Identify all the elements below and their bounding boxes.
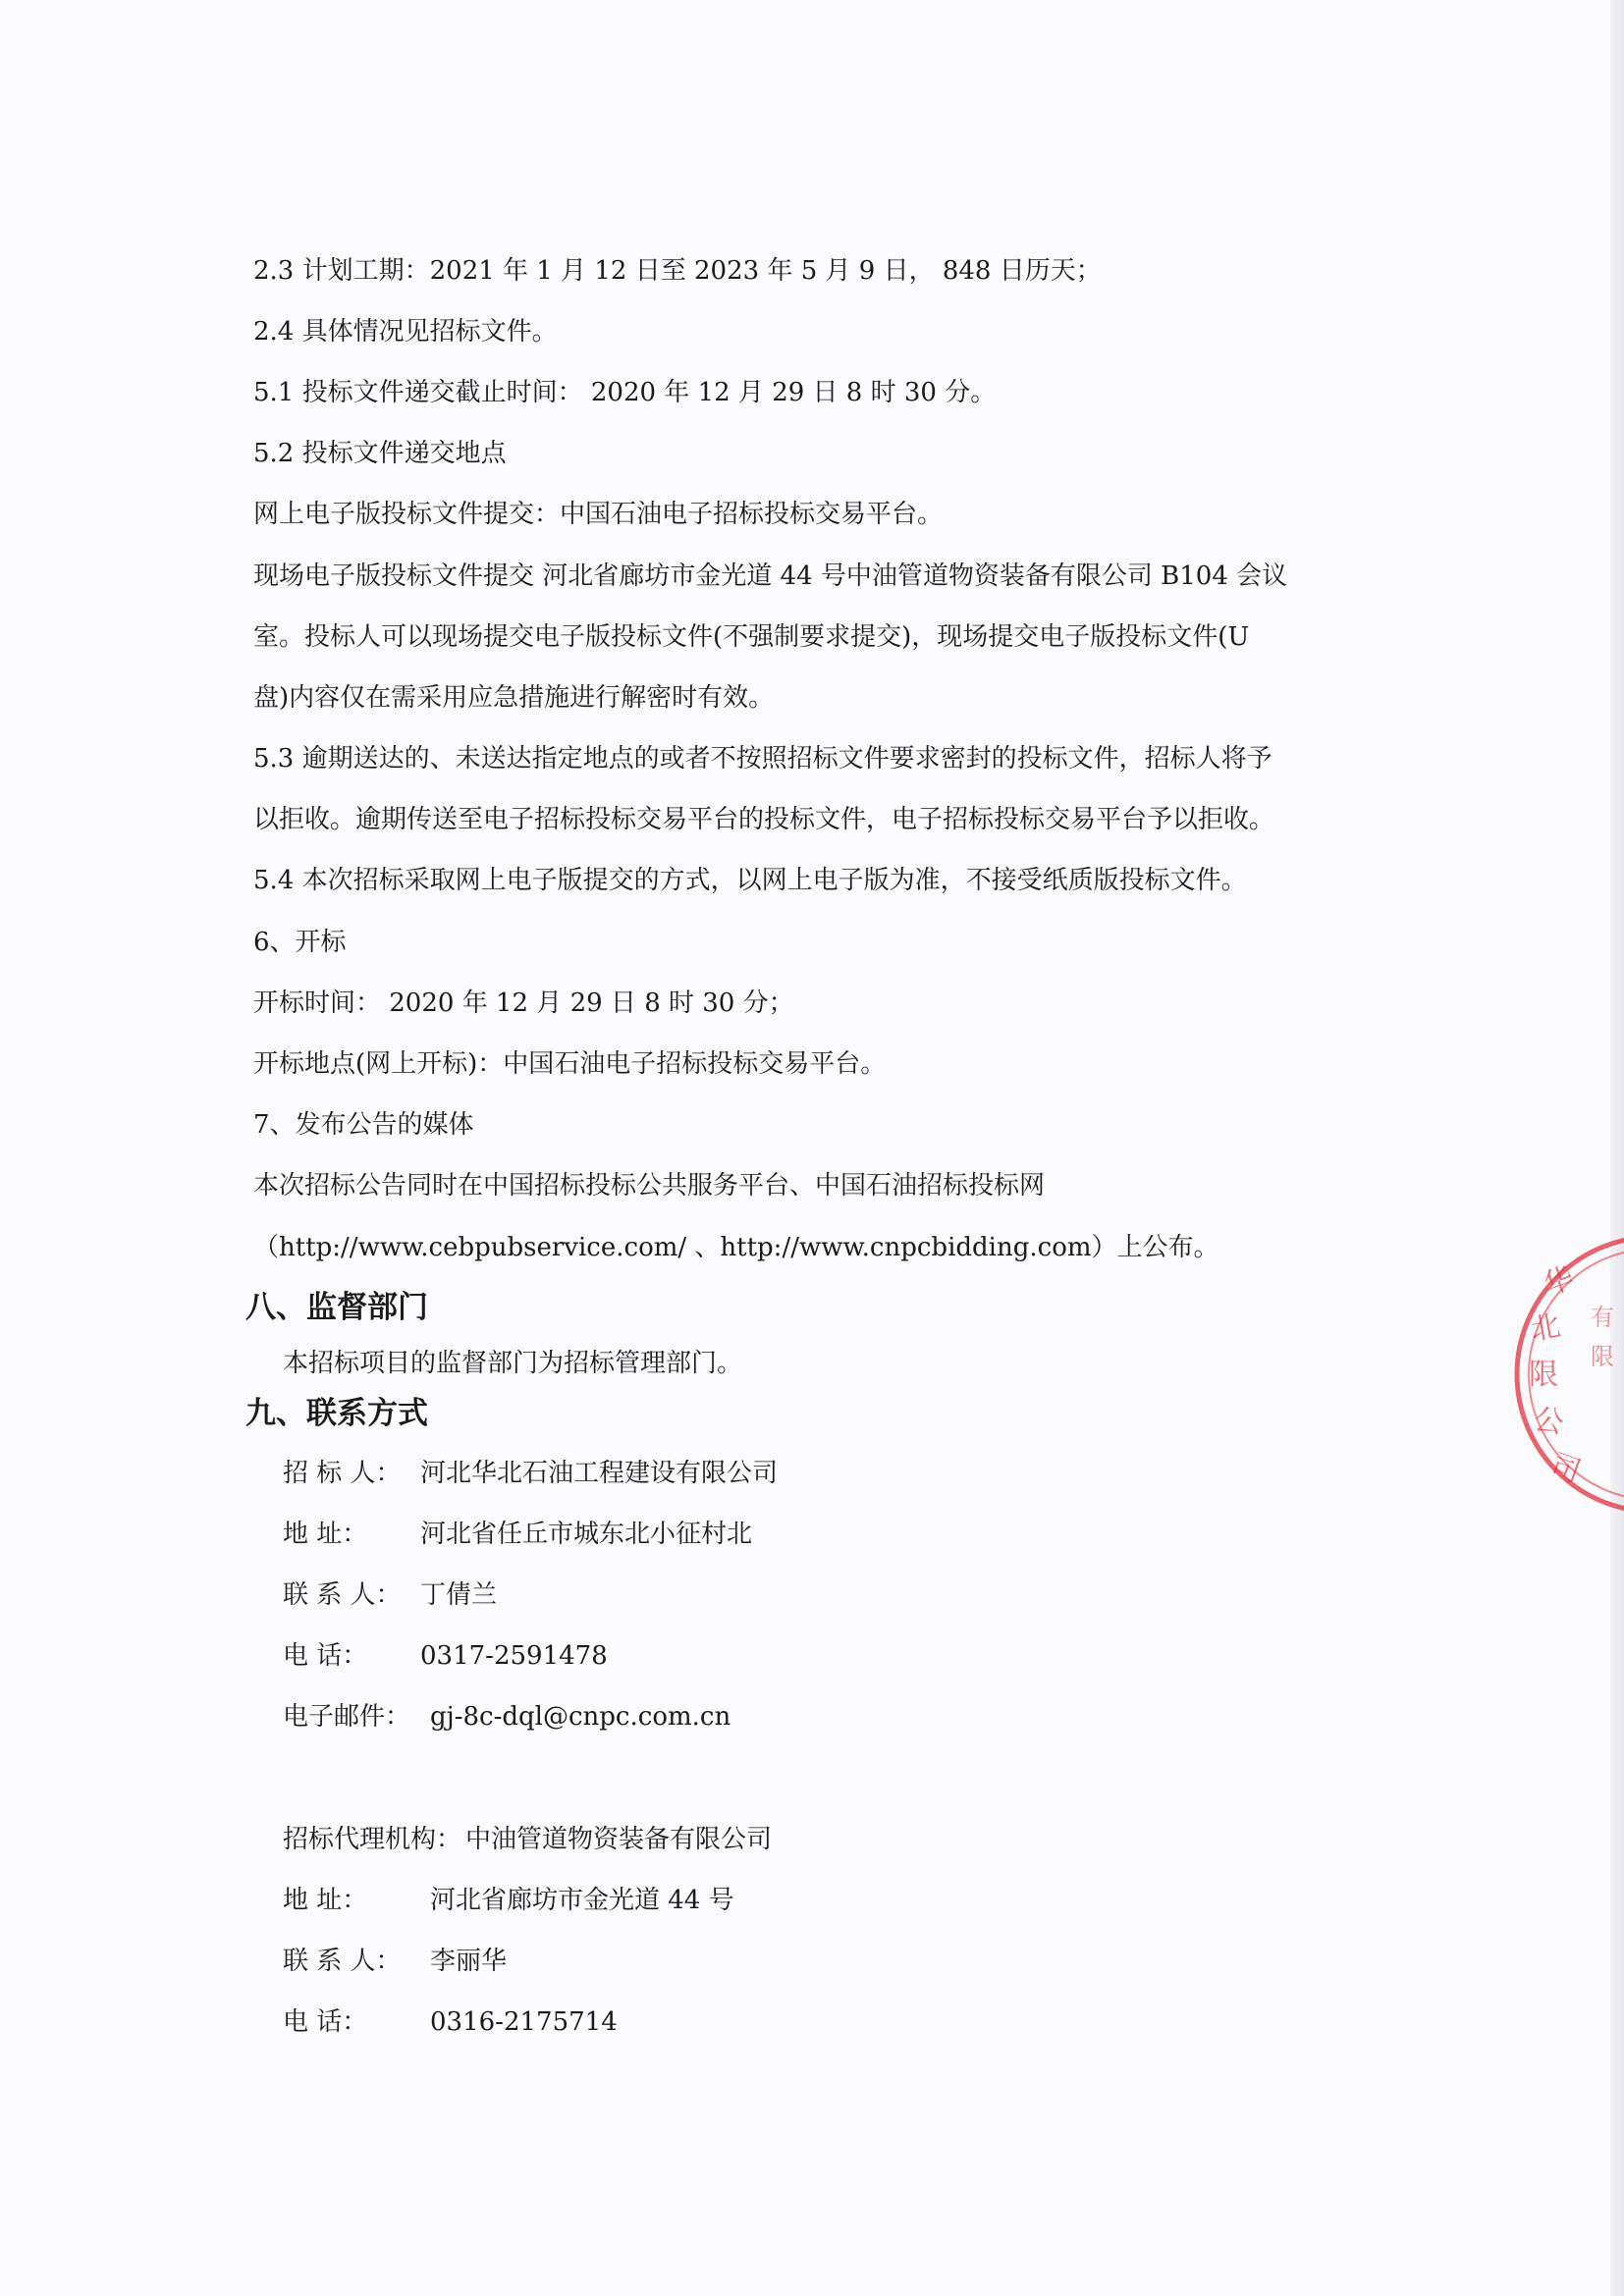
text-line: 2.4 具体情况见招标文件。 [253,317,558,347]
tenderer-address-row [283,1518,752,1551]
agency-address-row [283,1884,734,1917]
text-line: 现场电子版投标文件提交 河北省廊坊市金光道 44 号中油管道物资装备有限公司 B104 会议 [253,561,1288,591]
agency-name-row [283,1823,772,1856]
field-label: 电子邮件： [283,1702,411,1732]
field-label: 电 话： [283,2007,368,2037]
tenderer-name-row [283,1457,778,1490]
field-value: 李丽华 [430,1947,508,1976]
text-line: 开标时间： 2020 年 12 月 29 日 8 时 30 分； [253,988,794,1018]
text-line: 室。投标人可以现场提交电子版投标文件(不强制要求提交)，现场提交电子版投标文件(U [253,622,1250,652]
field-value: 河北省任丘市城东北小征村北 [420,1520,753,1549]
text-line: 2.3 计划工期：2021 年 1 月 12 日至 2023 年 5 月 9 日， 848 日历天； [253,256,1102,286]
field-label: 地 址： [283,1886,368,1915]
text-line: 5.2 投标文件递交地点 [253,439,507,468]
svg-text:司: 司 [1545,1447,1586,1490]
field-value: 河北省廊坊市金光道 44 号 [430,1886,734,1915]
field-value: 河北华北石油工程建设有限公司 [420,1459,779,1488]
text-line: 网上电子版投标文件提交：中国石油电子招标投标交易平台。 [253,500,944,529]
seal-icon [1507,1217,1624,1531]
field-value: 中油管道物资装备有限公司 [465,1825,773,1854]
svg-text:北: 北 [1528,1308,1563,1348]
svg-text:限: 限 [1529,1358,1558,1392]
svg-text:公: 公 [1531,1402,1567,1442]
field-value: 丁倩兰 [420,1580,498,1610]
svg-text:有: 有 [1591,1304,1614,1331]
company-seal-stamp [1507,1217,1624,1531]
tenderer-contact-row [283,1578,497,1612]
text-line: 5.4 本次招标采取网上电子版提交的方式，以网上电子版为准，不接受纸质版投标文件。 [253,866,1247,895]
text-line: （http://www.cebpubservice.com/ 、http://www.cnpcbidding.com）上公布。 [253,1233,1219,1262]
agency-phone-row [283,2005,618,2039]
tenderer-phone-row [283,1639,608,1673]
text-line: 7、发布公告的媒体 [253,1110,474,1140]
text-line: 本次招标公告同时在中国招标投标公共服务平台、中国石油招标投标网 [253,1171,1046,1201]
field-label: 联 系 人： [283,1947,402,1976]
field-label: 地 址： [283,1520,368,1549]
scan-edge [1610,0,1624,2296]
text-line: 5.1 投标文件递交截止时间： 2020 年 12 月 29 日 8 时 30 分。 [253,378,997,407]
field-label: 招 标 人： [283,1459,402,1488]
svg-text:华: 华 [1539,1260,1579,1304]
section-heading-contact: 九、联系方式 [245,1396,428,1431]
tenderer-email-row [283,1700,731,1734]
field-label: 招标代理机构： [283,1825,462,1854]
field-label: 电 话： [283,1641,368,1671]
text-line: 开标地点(网上开标)：中国石油电子招标投标交易平台。 [253,1049,887,1079]
field-value: 0317-2591478 [420,1641,608,1671]
text-line: 5.3 逾期送达的、未送达指定地点的或者不按照招标文件要求密封的投标文件，招标人将予 [253,744,1272,774]
text-line: 盘)内容仅在需采用应急措施进行解密时有效。 [253,683,775,713]
section-heading-supervision: 八、监督部门 [245,1290,428,1325]
agency-contact-row [283,1945,507,1978]
text-line: 6、开标 [253,928,347,957]
field-value: 0316-2175714 [430,2007,618,2037]
field-label: 联 系 人： [283,1580,402,1610]
supervision-text: 本招标项目的监督部门为招标管理部门。 [283,1349,743,1378]
svg-text:限: 限 [1591,1343,1614,1370]
text-line: 以拒收。逾期传送至电子招标投标交易平台的投标文件，电子招标投标交易平台予以拒收。 [253,805,1275,834]
field-value: gj-8c-dql@cnpc.com.cn [430,1702,731,1732]
